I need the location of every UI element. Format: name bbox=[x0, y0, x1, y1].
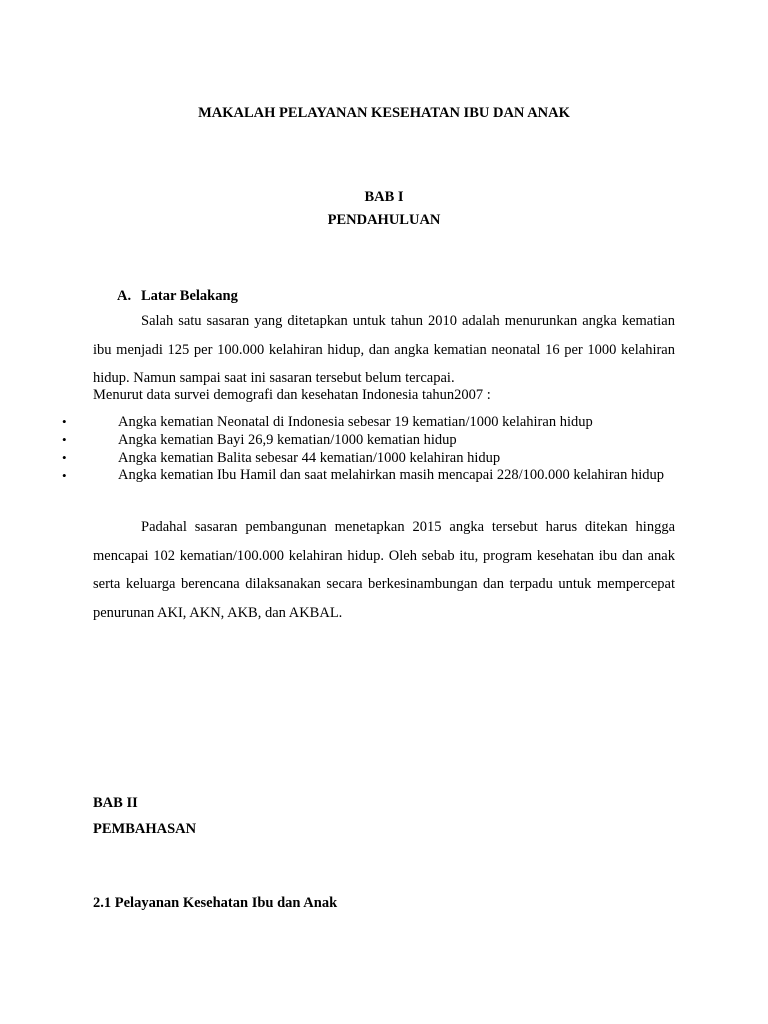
section-a-marker: A. bbox=[117, 288, 132, 304]
list-item: Angka kematian Balita sebesar 44 kematian/1000 kelahiran hidup bbox=[118, 450, 501, 466]
paragraph-text: Salah satu sasaran yang ditetapkan untuk tahun 2010 adalah menurunkan angka kematian ibu menjadi 125 per 100.000 kelahiran hidup, dan angka kematian neonatal 16 per 1000 kelahiran hidup. Namun sampai saat ini sasaran tersebut belum tercapai. bbox=[93, 313, 675, 386]
background-paragraph-3 bbox=[93, 513, 675, 627]
chapter-1-number: BAB I bbox=[364, 189, 404, 205]
document-title: MAKALAH PELAYANAN KESEHATAN IBU DAN ANAK bbox=[198, 105, 570, 121]
chapter-1-name: PENDAHULUAN bbox=[327, 212, 441, 228]
background-paragraph-1 bbox=[93, 307, 675, 393]
chapter-2-name: PEMBAHASAN bbox=[93, 821, 197, 837]
list-item: Angka kematian Neonatal di Indonesia sebesar 19 kematian/1000 kelahiran hidup bbox=[118, 414, 593, 430]
list-item: Angka kematian Ibu Hamil dan saat melahirkan masih mencapai 228/100.000 kelahiran hidup bbox=[118, 467, 665, 483]
section-2-1-heading: 2.1 Pelayanan Kesehatan Ibu dan Anak bbox=[93, 895, 338, 911]
paragraph-text: Padahal sasaran pembangunan menetapkan 2015 angka tersebut harus ditekan hingga mencapai 102 kematian/100.000 kelahiran hidup. Oleh sebab itu, program kesehatan ibu dan anak serta keluarga berencana dilaksanakan secara berkesinambungan dan terpadu untuk mempercepat penurunan AKI, AKN, AKB, dan AKBAL. bbox=[93, 519, 675, 621]
list-item: Angka kematian Bayi 26,9 kematian/1000 kematian hidup bbox=[118, 432, 457, 448]
bullet-icon: • bbox=[62, 414, 67, 429]
section-a-title: Latar Belakang bbox=[141, 288, 238, 304]
background-paragraph-2: Menurut data survei demografi dan kesehatan Indonesia tahun2007 : bbox=[93, 387, 491, 403]
bullet-icon: • bbox=[62, 468, 67, 483]
bullet-icon: • bbox=[62, 450, 67, 465]
bullet-icon: • bbox=[62, 432, 67, 447]
chapter-2-number: BAB II bbox=[93, 795, 138, 811]
